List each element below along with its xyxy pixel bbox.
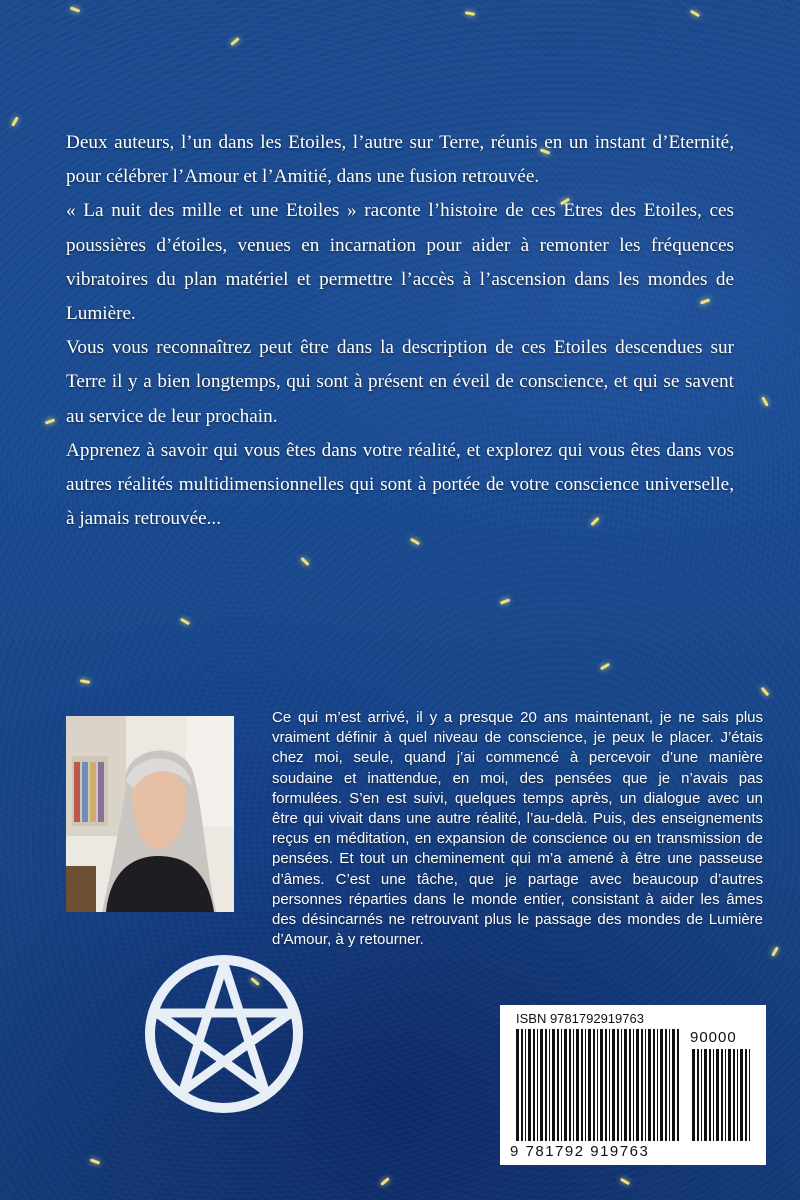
barcode-bar [672,1029,675,1141]
barcode-bar [677,1029,679,1141]
barcode-bar [749,1049,750,1141]
barcode-bar [745,1049,747,1141]
barcode-bar [733,1049,735,1141]
barcode-bar [537,1029,538,1141]
barcode-bar [600,1029,603,1141]
barcode-bar [516,1029,519,1141]
barcode-bar [525,1029,526,1141]
barcode-bar [533,1029,535,1141]
barcode-bar [597,1029,598,1141]
barcode-bar [728,1049,731,1141]
barcode-bar [561,1029,562,1141]
barcode-bar [552,1029,555,1141]
author-bio: Ce qui m’est arrivé, il y a presque 20 ans maintenant, je ne sais plus vraiment définir à quel niveau de conscience, je peux le placer. J’étais chez moi, seule, quand j’ai commencé à percevoir d’une manière soudaine et inattendue, en moi, des pensées que je n’avais pas formulées. S’en est suivi, quelques temps après, un dialogue avec un être qui vivait dans une autre réalité, l’au-delà. Puis, des enseignements reçus en méditation, en expansion de conscience ou en transmission de pensées. Et tout un cheminement qui m’a amené à être une passeuse d’âmes. C’est une tâche, que je partage avec beaucoup d’autres personnes réparties dans le monde entier, consistant à aider les âmes des désincarnés ne retrouvant plus le passage des mondes de Lumière d’Amour, à y retourner. [272,709,763,949]
isbn-label: ISBN 9781792919763 [516,1011,644,1026]
barcode-bar [660,1029,663,1141]
barcode-bar [588,1029,591,1141]
barcode-bar [617,1029,619,1141]
author-photo [66,716,234,912]
barcode-bar [621,1029,622,1141]
pentacle-icon [143,953,305,1115]
barcode-bars [514,1029,682,1141]
blurb-paragraph: Apprenez à savoir qui vous êtes dans votre réalité, et explorez qui vous êtes dans vos autres réalités multidimensionnelles qui sont à portée de votre conscience universelle, à jamais retrouvée... [66,439,734,530]
barcode-bar [573,1029,574,1141]
barcode-bar [716,1049,719,1141]
barcode-bar [641,1029,643,1141]
isbn-barcode [500,1005,766,1165]
barcode-bar [636,1029,639,1141]
barcode-bar [624,1029,627,1141]
barcode-bar [721,1049,723,1141]
barcode-bar [740,1049,743,1141]
barcode-bar [701,1049,702,1141]
blurb-paragraph: Deux auteurs, l’un dans les Etoiles, l’autre sur Terre, réunis en un instant d’Eternité, pour célébrer l’Amour et l’Amitié, dans une fusion retrouvée. [66,132,734,188]
barcode-bar [528,1029,531,1141]
barcode-bar [612,1029,615,1141]
barcode-bar [593,1029,595,1141]
author-portrait-image [66,716,234,912]
barcode-bar [653,1029,655,1141]
barcode-bar [629,1029,631,1141]
barcode-bar [669,1029,670,1141]
blurb-paragraph: Vous vous reconnaîtrez peut être dans la description de ces Etoiles descendues sur Terre il y a bien longtemps, qui sont à présent en éveil de conscience, et qui se savent au service de leur prochain. [66,337,734,427]
barcode-bar [704,1049,707,1141]
barcode-bar [697,1049,699,1141]
barcode-bar [585,1029,586,1141]
barcode-addon-bars [690,1049,752,1141]
barcode-bar [709,1049,711,1141]
barcode-bar [645,1029,646,1141]
barcode-bar [569,1029,571,1141]
barcode-bar [665,1029,667,1141]
blurb-paragraph: « La nuit des mille et une Etoiles » raconte l’histoire de ces Etres des Etoiles, ces poussières d’étoiles, venues en incarnation pour aider à remonter les fréquences vibratoires du plan matériel et permettre l’accès à l’ascension dans les mondes de Lumière. [66,200,734,325]
price-code: 90000 [690,1029,737,1046]
barcode-bar [540,1029,543,1141]
barcode-bar [557,1029,559,1141]
barcode-bar [549,1029,550,1141]
barcode-bar [521,1029,523,1141]
barcode-bar [564,1029,567,1141]
barcode-bar [545,1029,547,1141]
barcode-bar [713,1049,714,1141]
barcode-bar [609,1029,610,1141]
barcode-bar [576,1029,579,1141]
barcode-bar [648,1029,651,1141]
barcode-bar [737,1049,738,1141]
barcode-bar [725,1049,726,1141]
barcode-bar [605,1029,607,1141]
barcode-bar [692,1049,695,1141]
barcode-digits: 9 781792 919763 [510,1143,650,1160]
barcode-bar [633,1029,634,1141]
barcode-bar [657,1029,658,1141]
blurb-text [66,126,734,536]
barcode-bar [581,1029,583,1141]
